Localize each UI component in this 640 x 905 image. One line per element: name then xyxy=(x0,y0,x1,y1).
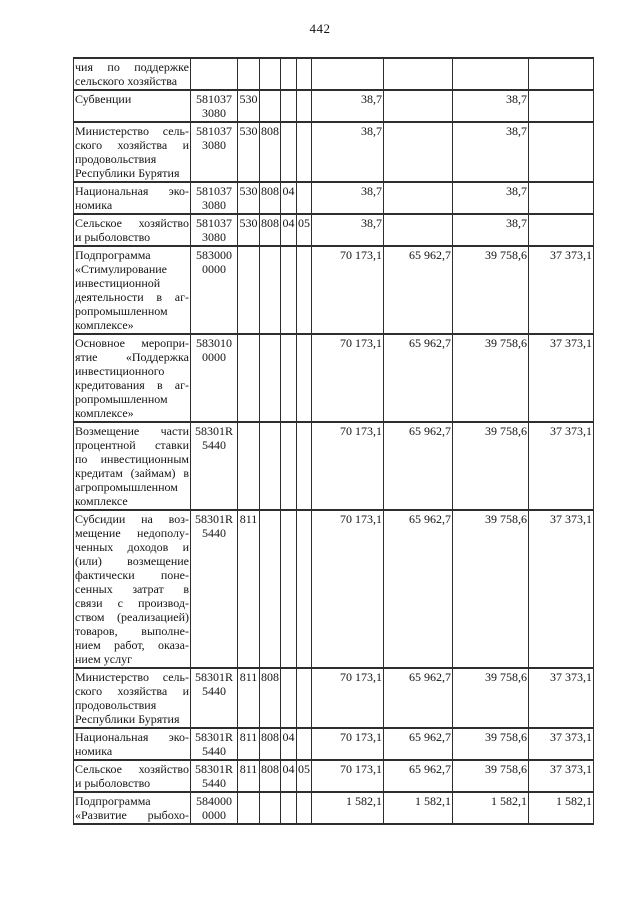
grbs-code-cell xyxy=(260,246,281,334)
grbs-code-cell: 808 xyxy=(260,182,281,214)
subsection-code-cell xyxy=(297,792,312,824)
amount-cell xyxy=(384,90,453,122)
subsection-code-cell: 05 xyxy=(297,214,312,246)
name-line: ропромышленном xyxy=(75,304,168,318)
amount-cell: 1 582,1 xyxy=(453,792,529,824)
section-code-cell xyxy=(281,334,297,422)
code-line: 583000 xyxy=(196,248,232,262)
name-line: Возмещение части xyxy=(75,424,189,438)
expense-type-code-cell: 530 xyxy=(238,214,260,246)
expense-type-code-cell xyxy=(238,334,260,422)
expense-type-code-cell: 530 xyxy=(238,182,260,214)
section-code-cell xyxy=(281,58,297,90)
amount-cell xyxy=(529,182,594,214)
target-article-code-cell xyxy=(191,246,238,334)
amount-cell xyxy=(384,58,453,90)
section-code-cell: 04 xyxy=(281,728,297,760)
amount-cell: 38,7 xyxy=(453,214,529,246)
name-line: Подпрограмма xyxy=(75,794,151,808)
code-line: 0000 xyxy=(202,808,226,822)
name-line: Сельское хозяйство xyxy=(75,216,189,230)
amount-cell: 65 962,7 xyxy=(384,246,453,334)
amount-cell: 37 373,1 xyxy=(529,668,594,728)
amount-cell: 38,7 xyxy=(453,90,529,122)
code-line: 3080 xyxy=(202,230,226,244)
grbs-code-cell: 808 xyxy=(260,122,281,182)
table-row xyxy=(74,122,594,182)
name-line: ского хозяйства и xyxy=(75,138,189,152)
code-line: 3080 xyxy=(202,106,226,120)
name-line: Субвенции xyxy=(75,92,132,106)
amount-cell: 65 962,7 xyxy=(384,760,453,792)
target-article-code-cell xyxy=(191,510,238,668)
expense-type-code-cell: 530 xyxy=(238,90,260,122)
section-code-cell xyxy=(281,510,297,668)
name-line: комплексе» xyxy=(75,406,134,420)
amount-cell xyxy=(529,90,594,122)
amount-cell: 70 173,1 xyxy=(312,246,384,334)
row-name-cell xyxy=(74,122,191,182)
amount-cell: 1 582,1 xyxy=(312,792,384,824)
name-line: Республики Бурятия xyxy=(75,166,180,180)
subsection-code-cell xyxy=(297,58,312,90)
name-line: ского хозяйства и xyxy=(75,684,189,698)
code-line: 58301R xyxy=(194,512,233,526)
name-line: Национальная эко- xyxy=(75,730,189,744)
amount-cell: 65 962,7 xyxy=(384,510,453,668)
section-code-cell: 04 xyxy=(281,214,297,246)
expense-type-code-cell: 811 xyxy=(238,728,260,760)
row-name-cell xyxy=(74,728,191,760)
amount-cell: 65 962,7 xyxy=(384,728,453,760)
code-line: 5440 xyxy=(202,744,226,758)
name-line: Сельское хозяйство xyxy=(75,762,189,776)
subsection-code-cell: 05 xyxy=(297,760,312,792)
expense-type-code-cell xyxy=(238,422,260,510)
amount-cell: 38,7 xyxy=(312,214,384,246)
amount-cell xyxy=(529,58,594,90)
section-code-cell: 04 xyxy=(281,760,297,792)
row-name-cell xyxy=(74,58,191,90)
table-row xyxy=(74,246,594,334)
name-line: Субсидии на воз- xyxy=(75,512,189,526)
table-row xyxy=(74,90,594,122)
expense-type-code-cell xyxy=(238,792,260,824)
amount-cell: 37 373,1 xyxy=(529,760,594,792)
name-line: «Стимулирование xyxy=(75,262,167,276)
name-line: сельского хозяйства xyxy=(75,74,178,88)
amount-cell: 37 373,1 xyxy=(529,422,594,510)
code-line: 581037 xyxy=(196,92,232,106)
code-line: 58301R xyxy=(194,730,233,744)
section-code-cell: 04 xyxy=(281,182,297,214)
name-line: продовольствия xyxy=(75,152,157,166)
amount-cell: 38,7 xyxy=(453,122,529,182)
table-row xyxy=(74,728,594,760)
name-line: агропромышленном xyxy=(75,480,178,494)
name-line: Министерство сель- xyxy=(75,670,189,684)
code-line: 581037 xyxy=(196,184,232,198)
subsection-code-cell xyxy=(297,246,312,334)
name-line: Министерство сель- xyxy=(75,124,189,138)
subsection-code-cell xyxy=(297,668,312,728)
budget-table-body xyxy=(74,58,594,824)
target-article-code-cell xyxy=(191,334,238,422)
expense-type-code-cell: 811 xyxy=(238,510,260,668)
amount-cell: 39 758,6 xyxy=(453,246,529,334)
row-name-cell xyxy=(74,422,191,510)
amount-cell: 65 962,7 xyxy=(384,334,453,422)
amount-cell: 70 173,1 xyxy=(312,334,384,422)
table-row xyxy=(74,510,594,668)
table-row xyxy=(74,668,594,728)
code-line: 581037 xyxy=(196,216,232,230)
section-code-cell xyxy=(281,246,297,334)
amount-cell: 38,7 xyxy=(312,122,384,182)
section-code-cell xyxy=(281,90,297,122)
amount-cell: 37 373,1 xyxy=(529,246,594,334)
name-line: ропромышленном xyxy=(75,392,168,406)
name-line: комплексе» xyxy=(75,318,134,332)
grbs-code-cell xyxy=(260,334,281,422)
row-name-cell xyxy=(74,668,191,728)
subsection-code-cell xyxy=(297,122,312,182)
amount-cell xyxy=(529,214,594,246)
name-line: инвестиционной xyxy=(75,276,161,290)
amount-cell: 70 173,1 xyxy=(312,422,384,510)
amount-cell: 37 373,1 xyxy=(529,510,594,668)
row-name-cell xyxy=(74,792,191,824)
name-line: нием работ, оказа- xyxy=(75,638,189,652)
target-article-code-cell xyxy=(191,792,238,824)
amount-cell xyxy=(529,122,594,182)
name-line: связи с производ- xyxy=(75,596,189,610)
grbs-code-cell xyxy=(260,792,281,824)
name-line: ятие «Поддержка xyxy=(75,350,189,364)
section-code-cell xyxy=(281,422,297,510)
grbs-code-cell xyxy=(260,90,281,122)
amount-cell: 38,7 xyxy=(312,182,384,214)
subsection-code-cell xyxy=(297,334,312,422)
name-line: и рыболовство xyxy=(75,230,151,244)
code-line: 583010 xyxy=(196,336,232,350)
grbs-code-cell xyxy=(260,422,281,510)
target-article-code-cell xyxy=(191,422,238,510)
amount-cell xyxy=(312,58,384,90)
subsection-code-cell xyxy=(297,510,312,668)
table-row xyxy=(74,792,594,824)
row-name-cell xyxy=(74,760,191,792)
target-article-code-cell xyxy=(191,760,238,792)
target-article-code-cell xyxy=(191,182,238,214)
page-number: 442 xyxy=(309,21,331,36)
grbs-code-cell xyxy=(260,510,281,668)
table-row xyxy=(74,58,594,90)
amount-cell: 39 758,6 xyxy=(453,760,529,792)
section-code-cell xyxy=(281,792,297,824)
name-line: нием услуг xyxy=(75,652,132,666)
grbs-code-cell: 808 xyxy=(260,760,281,792)
target-article-code-cell xyxy=(191,58,238,90)
name-line: мещение недополу- xyxy=(75,526,189,540)
target-article-code-cell xyxy=(191,728,238,760)
amount-cell: 39 758,6 xyxy=(453,510,529,668)
code-line: 581037 xyxy=(196,124,232,138)
name-line: чия по поддержке xyxy=(75,60,189,74)
target-article-code-cell xyxy=(191,122,238,182)
code-line: 5440 xyxy=(202,526,226,540)
name-line: Основное меропри- xyxy=(75,336,189,350)
table-row xyxy=(74,334,594,422)
amount-cell: 37 373,1 xyxy=(529,728,594,760)
amount-cell: 65 962,7 xyxy=(384,668,453,728)
code-line: 58301R xyxy=(194,424,233,438)
row-name-cell xyxy=(74,214,191,246)
code-line: 0000 xyxy=(202,350,226,364)
row-name-cell xyxy=(74,90,191,122)
target-article-code-cell xyxy=(191,668,238,728)
grbs-code-cell: 808 xyxy=(260,728,281,760)
subsection-code-cell xyxy=(297,182,312,214)
code-line: 5440 xyxy=(202,684,226,698)
name-line: инвестиционного xyxy=(75,364,165,378)
amount-cell: 1 582,1 xyxy=(529,792,594,824)
amount-cell: 1 582,1 xyxy=(384,792,453,824)
amount-cell xyxy=(453,58,529,90)
code-line: 0000 xyxy=(202,262,226,276)
name-line: номика xyxy=(75,198,113,212)
name-line: деятельности в аг- xyxy=(75,290,189,304)
subsection-code-cell xyxy=(297,422,312,510)
code-line: 58301R xyxy=(194,670,233,684)
name-line: Подпрограмма xyxy=(75,248,151,262)
table-row xyxy=(74,214,594,246)
expense-type-code-cell xyxy=(238,246,260,334)
amount-cell: 37 373,1 xyxy=(529,334,594,422)
amount-cell: 70 173,1 xyxy=(312,760,384,792)
expense-type-code-cell: 811 xyxy=(238,760,260,792)
amount-cell: 39 758,6 xyxy=(453,422,529,510)
amount-cell: 70 173,1 xyxy=(312,510,384,668)
grbs-code-cell xyxy=(260,58,281,90)
name-line: «Развитие рыбохо- xyxy=(75,808,189,822)
row-name-cell xyxy=(74,334,191,422)
amount-cell xyxy=(384,122,453,182)
amount-cell: 38,7 xyxy=(312,90,384,122)
row-name-cell xyxy=(74,510,191,668)
amount-cell xyxy=(384,214,453,246)
name-line: товаров, выполне- xyxy=(75,624,189,638)
name-line: кредитам (займам) в xyxy=(75,466,189,480)
name-line: комплексе xyxy=(75,494,128,508)
name-line: ством (реализацией) xyxy=(75,610,189,624)
code-line: 3080 xyxy=(202,198,226,212)
grbs-code-cell: 808 xyxy=(260,668,281,728)
code-line: 5440 xyxy=(202,776,226,790)
name-line: кредитования в аг- xyxy=(75,378,189,392)
amount-cell: 65 962,7 xyxy=(384,422,453,510)
budget-table xyxy=(73,57,594,825)
code-line: 5440 xyxy=(202,438,226,452)
name-line: Национальная эко- xyxy=(75,184,189,198)
amount-cell: 70 173,1 xyxy=(312,728,384,760)
target-article-code-cell xyxy=(191,90,238,122)
name-line: продовольствия xyxy=(75,698,157,712)
amount-cell: 39 758,6 xyxy=(453,668,529,728)
name-line: Республики Бурятия xyxy=(75,712,180,726)
amount-cell xyxy=(384,182,453,214)
subsection-code-cell xyxy=(297,90,312,122)
amount-cell: 39 758,6 xyxy=(453,334,529,422)
name-line: и рыболовство xyxy=(75,776,151,790)
name-line: процентной ставки xyxy=(75,438,189,452)
name-line: (или) возмещение xyxy=(75,554,189,568)
expense-type-code-cell xyxy=(238,58,260,90)
amount-cell: 39 758,6 xyxy=(453,728,529,760)
target-article-code-cell xyxy=(191,214,238,246)
row-name-cell xyxy=(74,182,191,214)
name-line: ченных доходов и xyxy=(75,540,189,554)
table-row xyxy=(74,760,594,792)
expense-type-code-cell: 530 xyxy=(238,122,260,182)
name-line: сенных затрат в xyxy=(75,582,189,596)
expense-type-code-cell: 811 xyxy=(238,668,260,728)
name-line: фактически поне- xyxy=(75,568,189,582)
amount-cell: 70 173,1 xyxy=(312,668,384,728)
code-line: 3080 xyxy=(202,138,226,152)
code-line: 584000 xyxy=(196,794,232,808)
section-code-cell xyxy=(281,122,297,182)
code-line: 58301R xyxy=(194,762,233,776)
grbs-code-cell: 808 xyxy=(260,214,281,246)
row-name-cell xyxy=(74,246,191,334)
section-code-cell xyxy=(281,668,297,728)
name-line: по инвестиционным xyxy=(75,452,189,466)
name-line: номика xyxy=(75,744,113,758)
subsection-code-cell xyxy=(297,728,312,760)
table-row xyxy=(74,182,594,214)
amount-cell: 38,7 xyxy=(453,182,529,214)
table-row xyxy=(74,422,594,510)
